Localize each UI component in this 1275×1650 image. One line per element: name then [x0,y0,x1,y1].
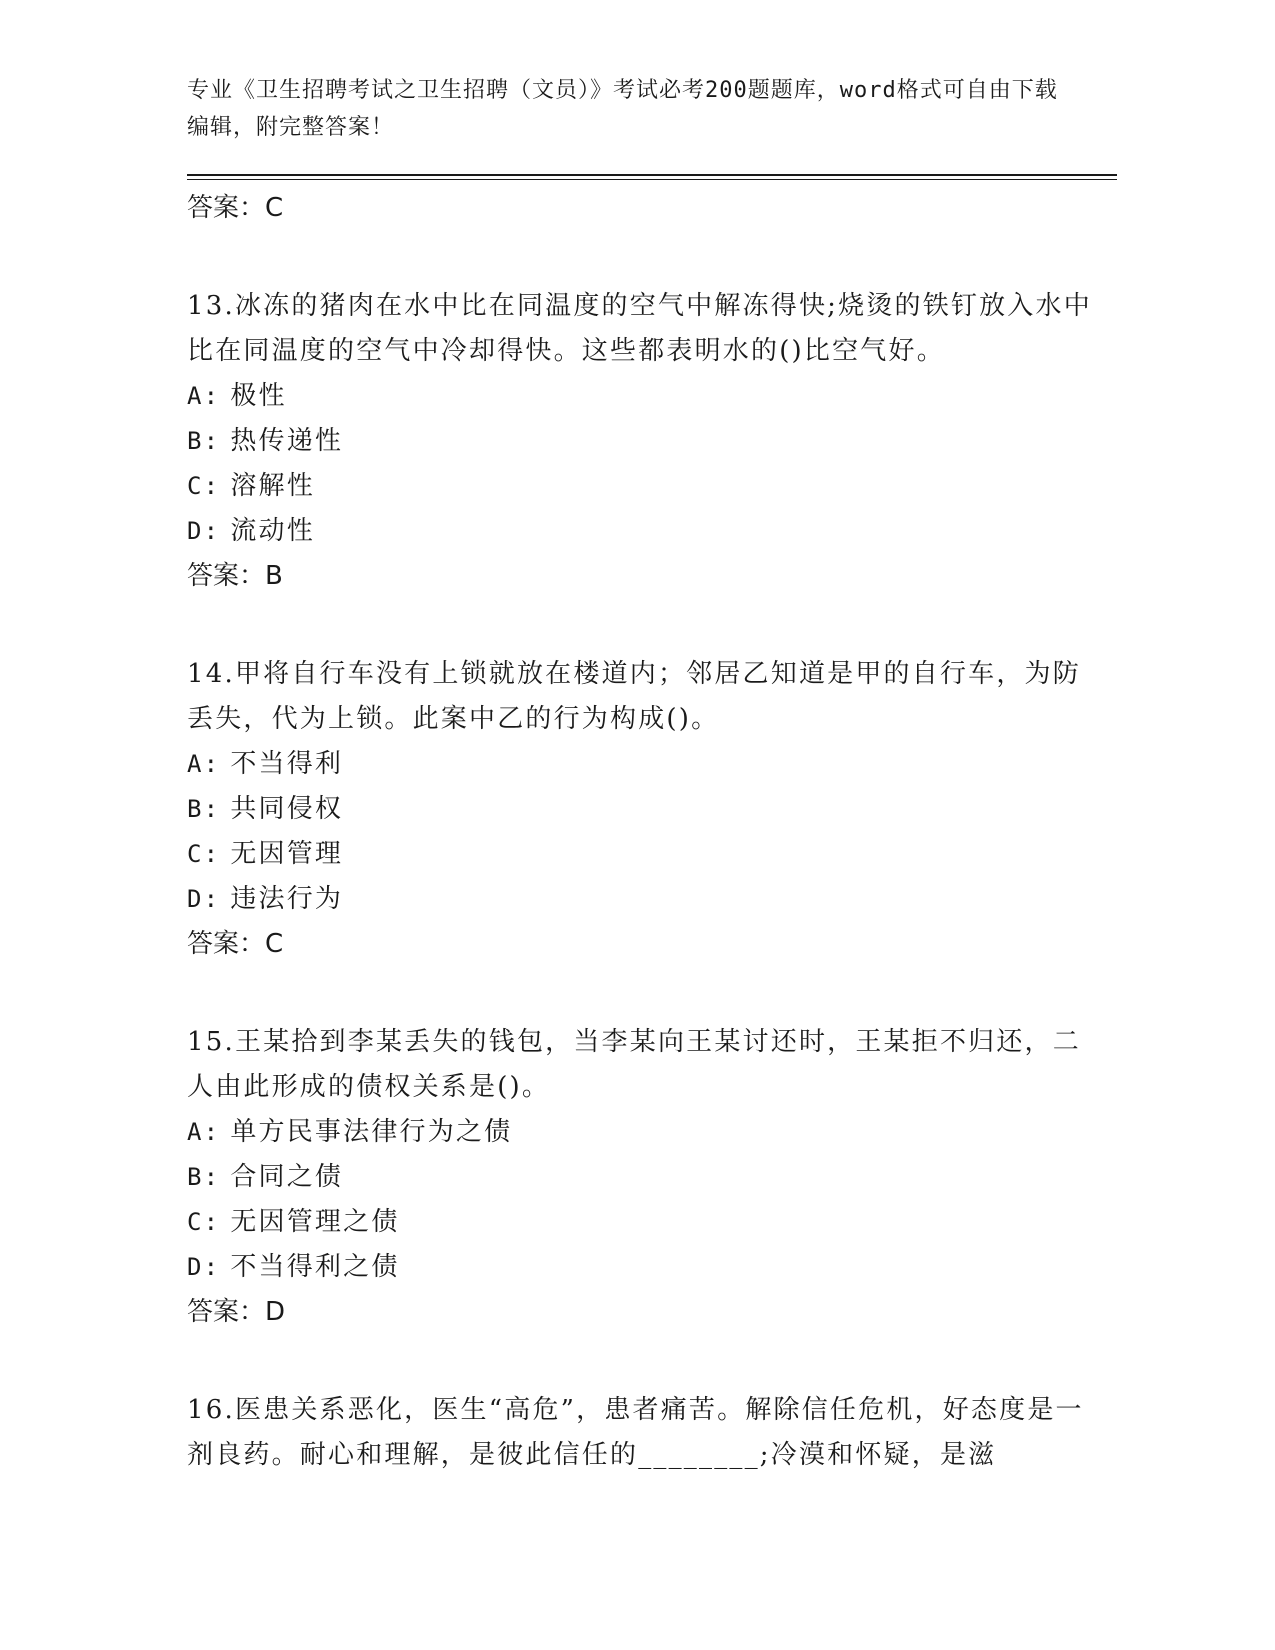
option-key: D: [187,1253,221,1281]
question-14 [187,652,1117,967]
option-b [187,787,1117,832]
option-b [187,1155,1117,1200]
option-key: D: [187,885,221,913]
question-13 [187,284,1117,599]
option-key: D: [187,517,221,545]
question-16 [187,1388,1117,1478]
question-stem: 13.冰冻的猪肉在水中比在同温度的空气中解冻得快;烧烫的铁钉放入水中比在同温度的空气中冷却得快。这些都表明水的()比空气好。 [187,291,1092,366]
document-page [187,72,1117,1478]
question-stem: 14.甲将自行车没有上锁就放在楼道内；邻居乙知道是甲的自行车，为防丢失，代为上锁。此案中乙的行为构成()。 [187,659,1081,734]
option-a [187,742,1117,787]
answer-line: 答案：D [187,1297,286,1327]
option-text: 合同之债 [230,1162,344,1192]
option-key: A: [187,382,221,410]
option-text: 不当得利之债 [230,1252,400,1282]
question-stem: 15.王某拾到李某丢失的钱包，当李某向王某讨还时，王某拒不归还，二人由此形成的债权关系是()。 [187,1027,1081,1102]
question-stem: 16.医患关系恶化，医生“高危”，患者痛苦。解除信任危机，好态度是一剂良药。耐心和理解，是彼此信任的________;冷漠和怀疑，是滋 [187,1395,1084,1470]
option-text: 单方民事法律行为之债 [230,1117,513,1147]
option-text: 热传递性 [230,426,344,456]
option-text: 不当得利 [230,749,344,779]
answer-line: 答案：B [187,561,283,591]
option-key: A: [187,750,221,778]
option-key: C: [187,472,221,500]
option-d [187,877,1117,922]
option-a [187,1110,1117,1155]
answer-line: 答案：C [187,929,284,959]
option-key: C: [187,840,221,868]
option-c [187,1200,1117,1245]
question-15 [187,1020,1117,1335]
option-a [187,374,1117,419]
option-key: A: [187,1118,221,1146]
option-key: C: [187,1208,221,1236]
option-text: 溶解性 [230,471,315,501]
option-b [187,419,1117,464]
option-key: B: [187,795,221,823]
option-text: 违法行为 [230,884,344,914]
option-text: 极性 [230,381,287,411]
answer-line: 答案：C [187,193,284,223]
option-key: B: [187,427,221,455]
option-text: 无因管理之债 [230,1207,400,1237]
option-text: 流动性 [230,516,315,546]
option-key: B: [187,1163,221,1191]
option-c [187,464,1117,509]
header-rule [187,174,1117,180]
option-d [187,509,1117,554]
option-c [187,832,1117,877]
option-text: 共同侵权 [230,794,344,824]
document-header: 专业《卫生招聘考试之卫生招聘（文员）》考试必考200题题库，word格式可自由下载编辑，附完整答案！ [187,78,1058,140]
option-d [187,1245,1117,1290]
option-text: 无因管理 [230,839,344,869]
